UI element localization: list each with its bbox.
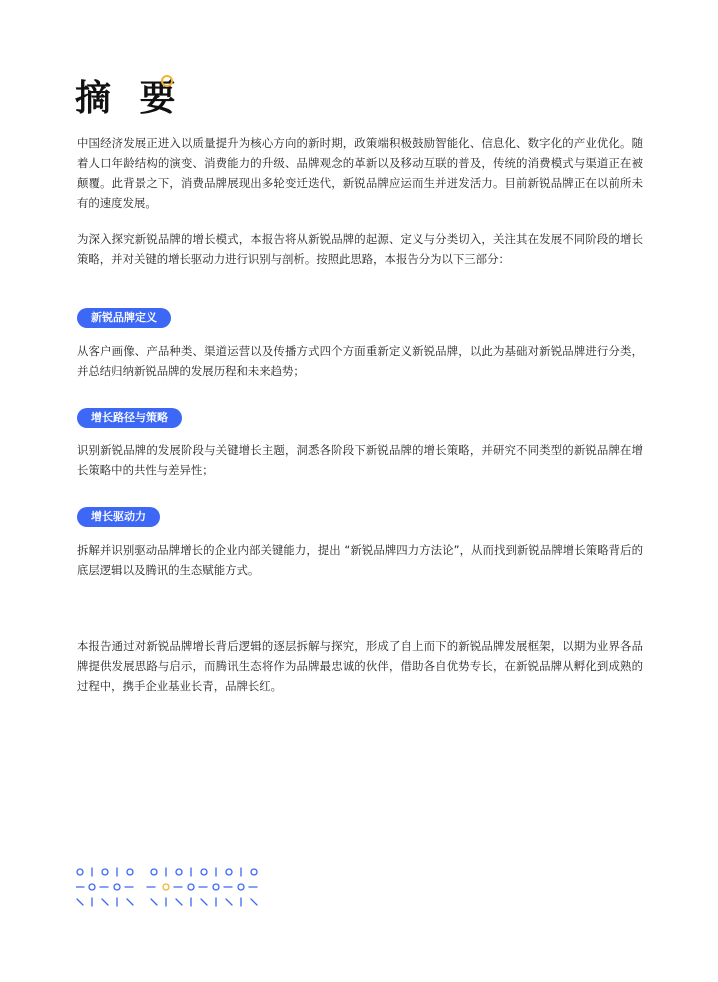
intro-paragraph-1: 中国经济发展正进入以质量提升为核心方向的新时期，政策端积极鼓励智能化、信息化、数字化的产业优化。随着人口年龄结构的演变、消费能力的升级、品牌观念的革新以及移动互联的普及，传统的消费模式与渠道正在被颠覆。此背景之下，消费品牌展现出多轮变迁迭代，新锐品牌应运而生并迸发活力。目前新锐品牌正在以前所未有的速度发展。 [77, 136, 643, 210]
section-text-definition: 从客户画像、产品种类、渠道运营以及传播方式四个方面重新定义新锐品牌，以此为基础对新锐品牌进行分类，并总结归纳新锐品牌的发展历程和未来趋势； [77, 344, 643, 378]
summary-title-block [75, 70, 184, 121]
decorative-pattern-icon [76, 866, 276, 908]
section-badge-growth-path: 增长路径与策略 [77, 408, 182, 428]
page-title: 摘 要 [75, 78, 184, 119]
section-badge-definition: 新锐品牌定义 [77, 308, 171, 328]
section-text-growth-path: 识别新锐品牌的发展阶段与关键增长主题，洞悉各阶段下新锐品牌的增长策略，并研究不同类型的新锐品牌在增长策略中的共性与差异性； [77, 443, 643, 477]
title-decoration-circle-icon [161, 75, 173, 87]
intro-paragraph-2: 为深入探究新锐品牌的增长模式，本报告将从新锐品牌的起源、定义与分类切入，关注其在发展不同阶段的增长策略，并对关键的增长驱动力进行识别与剖析。按照此思路，本报告分为以下三部分： [77, 232, 643, 266]
conclusion-paragraph: 本报告通过对新锐品牌增长背后逻辑的逐层拆解与探究，形成了自上而下的新锐品牌发展框架，以期为业界各品牌提供发展思路与启示，而腾讯生态将作为品牌最忠诚的伙伴，借助各自优势专长，在新锐品牌从孵化到成熟的过程中，携手企业基业长青，品牌长红。 [77, 639, 643, 693]
section-text-growth-driver: 拆解并识别驱动品牌增长的企业内部关键能力，提出 “新锐品牌四力方法论”，从而找到新锐品牌增长策略背后的底层逻辑以及腾讯的生态赋能方式。 [77, 543, 643, 577]
section-badge-growth-driver: 增长驱动力 [77, 507, 160, 527]
